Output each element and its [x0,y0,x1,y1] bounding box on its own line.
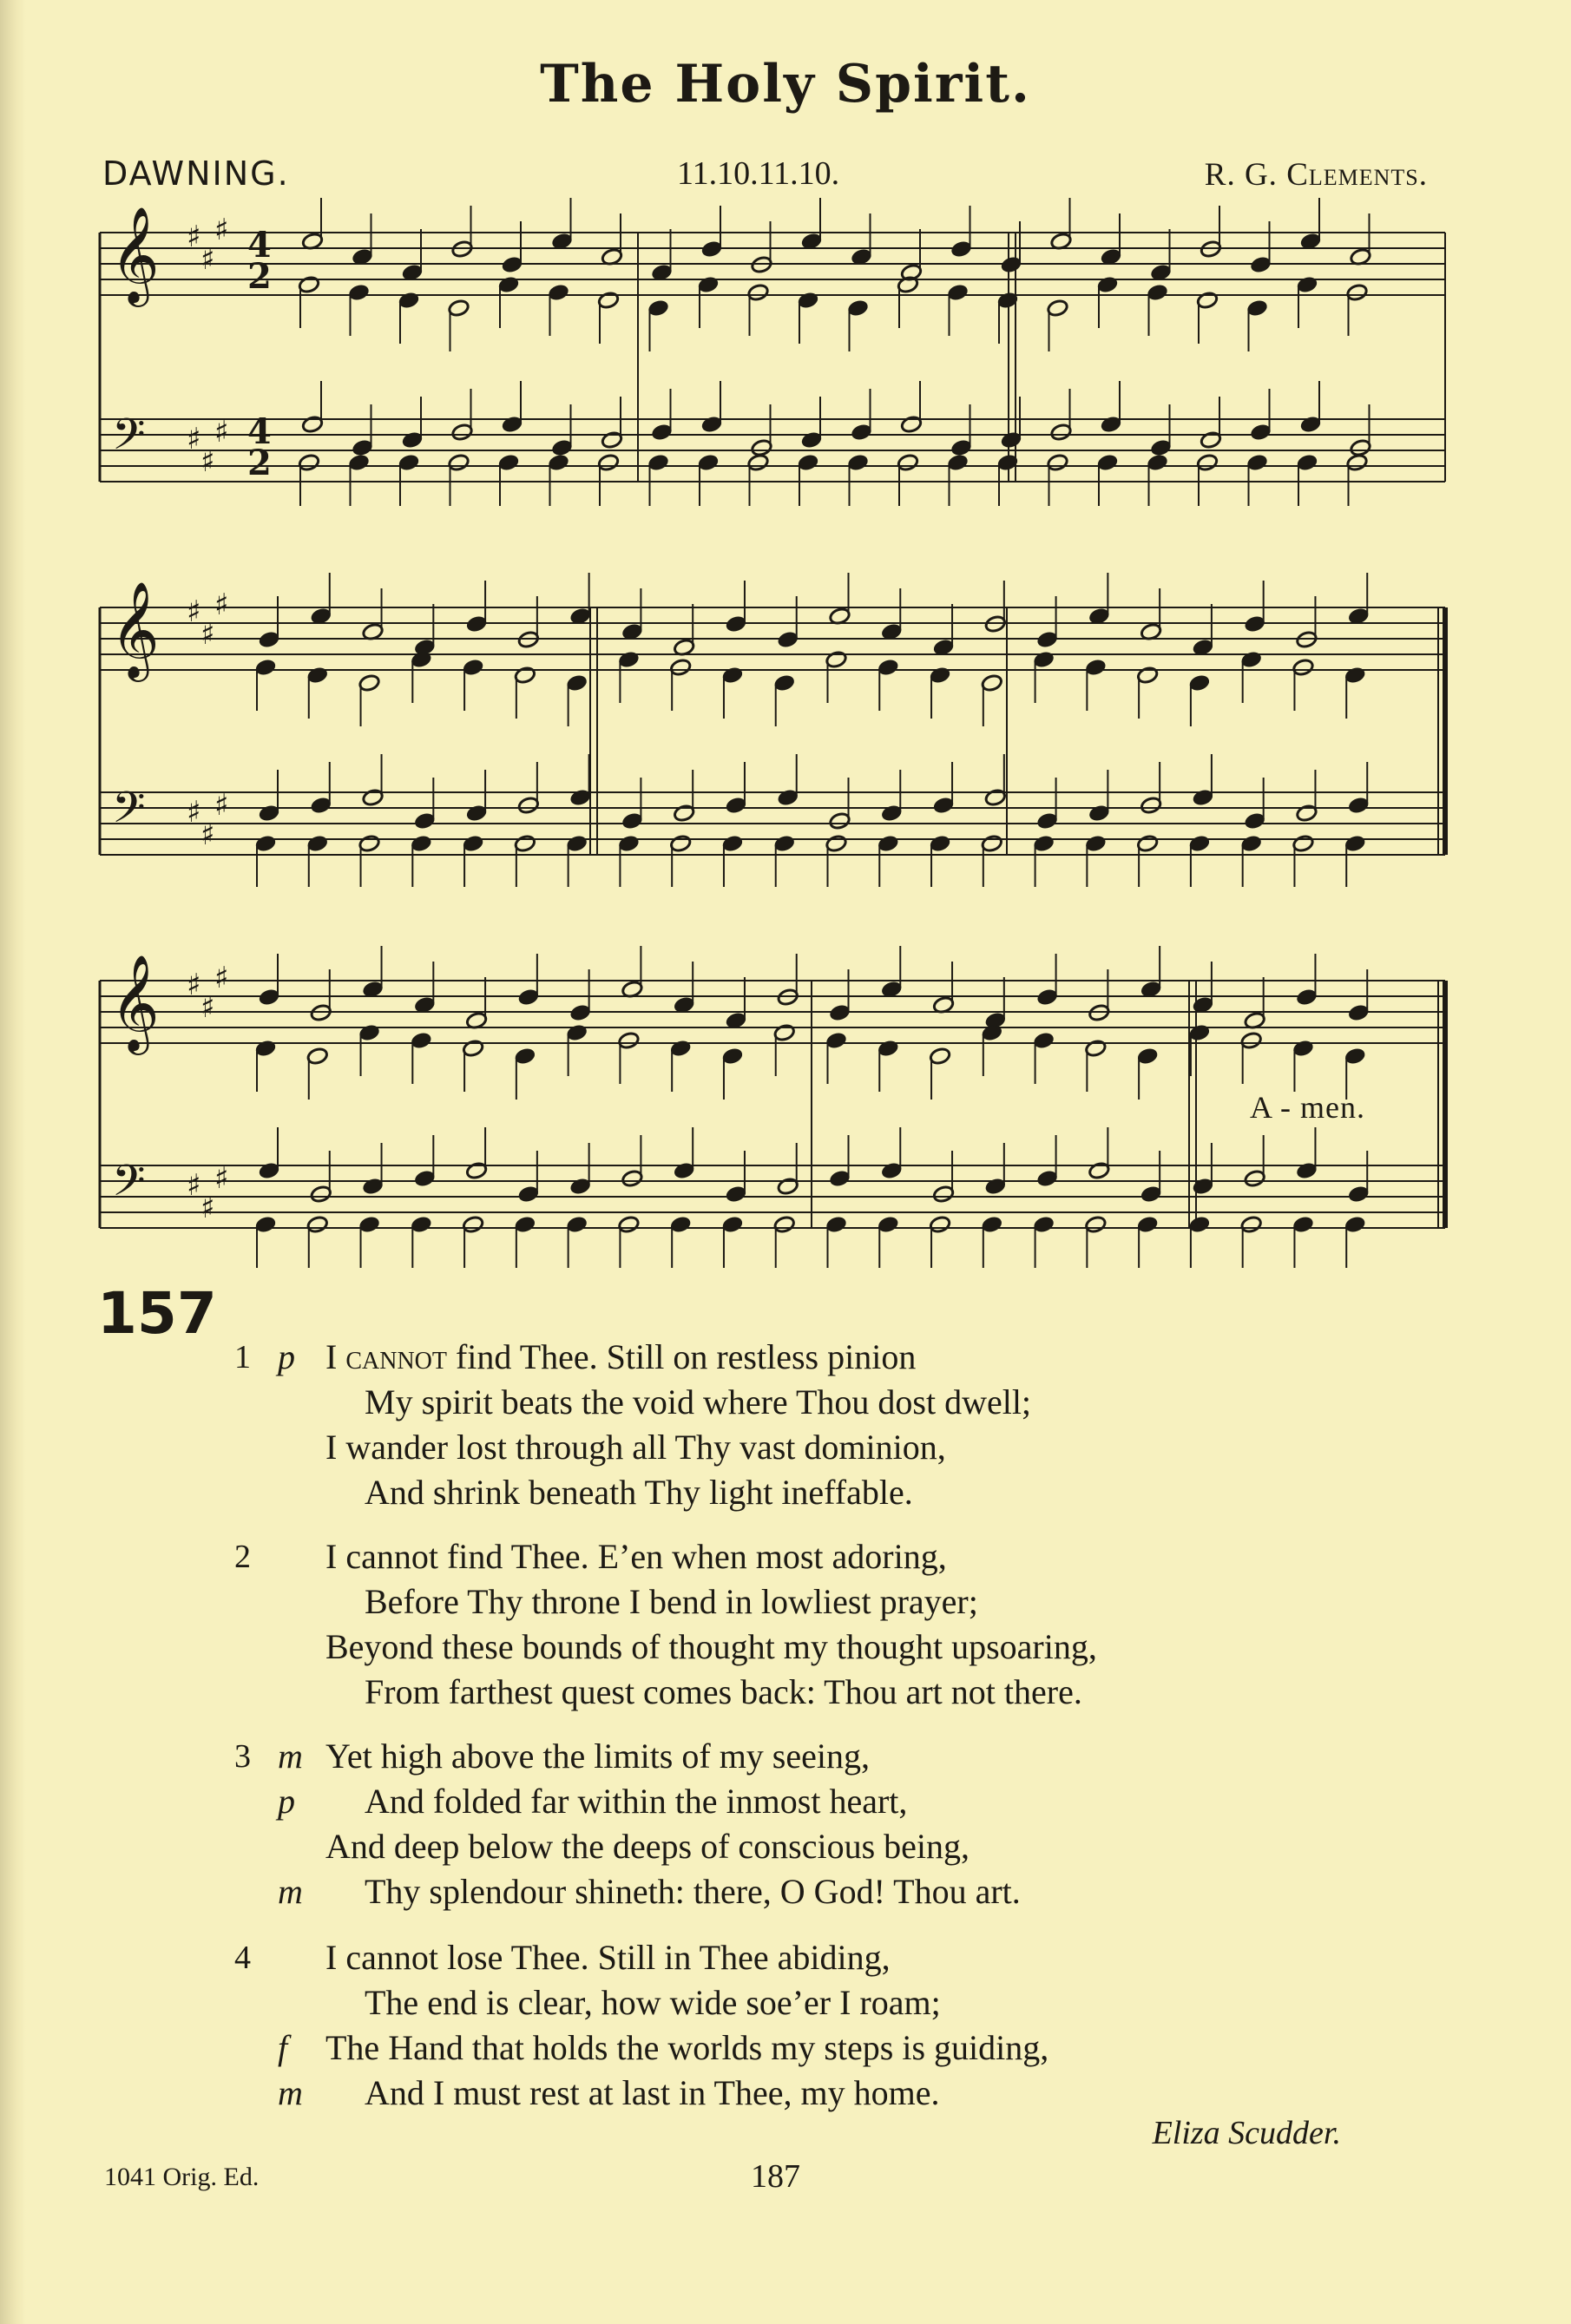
verse-line-text: The end is clear, how wide soe’er I roam; [365,1983,941,2022]
verse-number: 2 [234,1539,251,1575]
verse-line-text: find Thee. Still on restless pinion [446,1337,917,1376]
verse-line-text: My spirit beats the void where Thou dost dwell; [365,1382,1032,1421]
sharp-sign: ♯ [187,795,201,830]
sharp-sign: ♯ [200,444,215,479]
verse-line [365,1871,1021,1912]
verse-line [325,1826,970,1867]
edition-note: 1041 Orig. Ed. [104,2163,260,2191]
verse-line-text: And shrink beneath Thy light ineffable. [365,1473,913,1512]
sharp-sign: ♯ [200,1191,215,1225]
sharp-sign: ♯ [200,990,215,1025]
verse-line-text: I cannot lose Thee. Still in Thee abiding, [325,1938,891,1977]
sharp-sign: ♯ [200,242,215,277]
verse-line [365,1382,1031,1422]
verse-line [325,1736,870,1776]
sharp-sign: ♯ [214,415,229,450]
verse-line-text: And deep below the deeps of conscious being, [325,1827,970,1866]
verse-line [365,1581,978,1622]
verse-line [365,1472,913,1513]
tune-name: DAWNING. [102,154,290,193]
sharp-sign: ♯ [187,594,201,629]
time-signature-bottom: 2 [247,256,272,297]
sharp-sign: ♯ [214,1161,229,1196]
bass-clef: 𝄢 [112,410,146,470]
verse-line [325,1937,891,1978]
treble-clef: 𝄞 [110,581,160,678]
verse-line-text: From farthest quest comes back: Thou art not there. [365,1672,1082,1711]
verse-line [325,2027,1048,2068]
sharp-sign: ♯ [187,968,201,1002]
meter: 11.10.11.10. [677,155,840,192]
verse-line [365,2072,939,2113]
composer-surname: Clements. [1286,157,1428,193]
sharp-sign: ♯ [200,817,215,852]
verse-line-text: Thy splendour shineth: there, O God! Thou art. [365,1872,1021,1911]
time-signature-top: 4 [247,411,272,452]
verse-line [325,1626,1097,1667]
treble-clef: 𝄞 [110,206,160,303]
verse-first-words: I cannot [325,1337,447,1376]
sharp-sign: ♯ [187,1168,201,1203]
page-number: 187 [751,2158,800,2195]
verse-line [325,1536,947,1577]
dynamic-marking: m [278,2073,303,2112]
verse-line-text: And folded far within the inmost heart, [365,1782,908,1821]
verse-line-text: And I must rest at last in Thee, my home. [365,2073,940,2112]
time-signature-top: 4 [247,225,272,266]
dynamic-marking: p [278,1337,295,1376]
hymn-author: Eliza Scudder. [1152,2115,1341,2151]
verse-number: 1 [234,1339,251,1375]
verse-line [325,1427,946,1467]
dynamic-marking: p [278,1782,295,1821]
verse-line-text: Beyond these bounds of thought my thought upsoaring, [325,1627,1097,1666]
verse-line [365,1781,907,1822]
verse-line-text: Before Thy throne I bend in lowliest prayer; [365,1582,978,1621]
bass-clef: 𝄢 [112,1156,146,1217]
section-title: The Holy Spirit. [540,54,1031,115]
sharp-sign: ♯ [214,788,229,823]
sharp-sign: ♯ [214,588,229,622]
amen-lyric: A - men. [1250,1090,1365,1125]
verse-line [365,1982,941,2023]
verse-line-text: I cannot find Thee. E’en when most adoring, [325,1537,947,1576]
dynamic-marking: m [278,1872,303,1911]
verse-line-text: Yet high above the limits of my seeing, [325,1736,870,1776]
verse-line-text: The Hand that holds the worlds my steps is guiding, [325,2028,1049,2067]
verse-number: 4 [234,1940,251,1976]
bass-clef: 𝄢 [112,783,146,844]
verse-number: 3 [234,1738,251,1775]
sharp-sign: ♯ [187,220,201,254]
sharp-sign: ♯ [187,422,201,456]
time-signature-bottom: 2 [247,443,272,483]
sharp-sign: ♯ [214,213,229,247]
verse-line [365,1671,1082,1712]
dynamic-marking: m [278,1736,303,1776]
treble-clef: 𝄞 [110,954,160,1051]
dynamic-marking: f [278,2028,288,2067]
verse-line [325,1336,916,1377]
composer-initials: R. G. [1204,157,1278,193]
sharp-sign: ♯ [214,961,229,995]
hymn-number: 157 [97,1280,217,1347]
verse-line-text: I wander lost through all Thy vast dominion, [325,1428,946,1467]
sharp-sign: ♯ [200,617,215,652]
